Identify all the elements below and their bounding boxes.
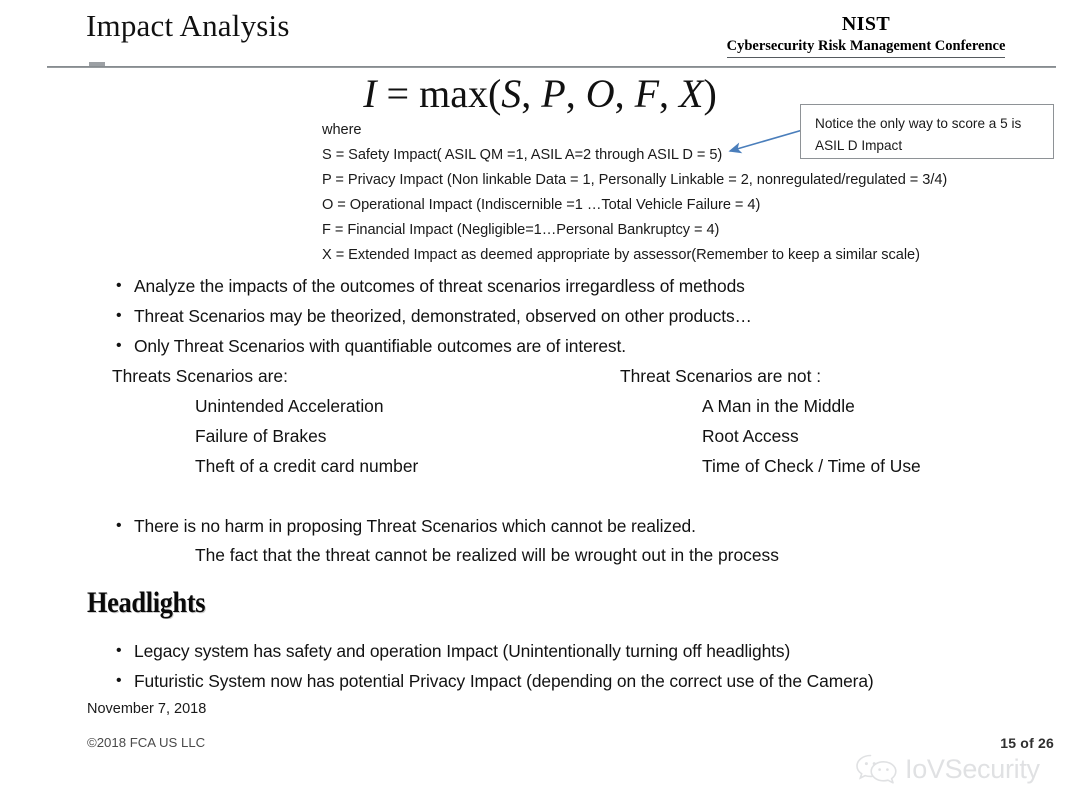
formula-arg-o: O — [585, 71, 615, 116]
section-heading-headlights: Headlights — [87, 586, 206, 619]
formula-arg-s: S — [501, 71, 522, 116]
formula-lhs: I — [363, 71, 377, 116]
bullet-item — [116, 641, 790, 662]
formula-sep-4: , — [659, 71, 670, 116]
bullet-text: Only Threat Scenarios with quantifiable outcomes are of interest. — [134, 336, 626, 356]
callout-note — [800, 104, 1054, 159]
threats-are-not-item: A Man in the Middle — [702, 396, 855, 416]
watermark-text: IoVSecurity — [905, 753, 1040, 784]
definition-safety: S = Safety Impact( ASIL QM =1, ASIL A=2 through ASIL D = 5) — [322, 147, 723, 163]
bullet-item — [116, 671, 874, 692]
threats-are-not-item: Root Access — [702, 426, 799, 446]
bullet-item — [116, 306, 752, 327]
sub-note-text: The fact that the threat cannot be realized will be wrought out in the process — [195, 545, 779, 565]
threats-are-item: Failure of Brakes — [195, 426, 327, 446]
bullet-marker: • — [116, 277, 122, 294]
bullet-text: Analyze the impacts of the outcomes of threat scenarios irregardless of methods — [134, 276, 745, 296]
bullet-text: Futuristic System now has potential Privacy Impact (depending on the correct use of the Camera) — [134, 671, 874, 691]
formula-arg-p: P — [541, 71, 566, 116]
page-number: 15 of 26 — [1000, 735, 1054, 751]
footer-copyright: ©2018 FCA US LLC — [87, 735, 206, 750]
bullet-marker: • — [116, 642, 122, 659]
formula-arg-f: F — [634, 71, 660, 116]
threats-are-item: Theft of a credit card number — [195, 456, 419, 476]
definition-privacy: P = Privacy Impact (Non linkable Data = 1, Personally Linkable = 2, nonregulated/regulated = 3/4) — [322, 172, 948, 188]
formula-open-paren: ( — [487, 71, 502, 116]
bullet-text: There is no harm in proposing Threat Scenarios which cannot be realized. — [134, 516, 696, 536]
formula-equals: = — [386, 71, 410, 116]
org-subtitle: Cybersecurity Risk Management Conference — [727, 38, 1006, 58]
header-divider — [47, 66, 1056, 68]
threats-are-not-heading: Threat Scenarios are not : — [620, 366, 822, 386]
callout-line-1: Notice the only way to score a 5 is — [815, 116, 1022, 131]
page-title: Impact Analysis — [86, 8, 290, 43]
conference-branding — [686, 14, 1046, 58]
bullet-marker: • — [116, 517, 122, 534]
bullet-text: Legacy system has safety and operation Impact (Unintentionally turning off headlights) — [134, 641, 791, 661]
bullet-marker: • — [116, 672, 122, 689]
bullet-marker: • — [116, 307, 122, 324]
org-name: NIST — [841, 13, 891, 35]
definition-financial: F = Financial Impact (Negligible=1…Personal Bankruptcy = 4) — [322, 222, 720, 238]
definition-where: where — [322, 122, 362, 138]
callout-line-2: ASIL D Impact — [815, 138, 903, 153]
watermark — [855, 752, 1040, 786]
bullet-item — [116, 276, 745, 297]
wechat-icon — [855, 752, 899, 786]
bullet-marker: • — [116, 337, 122, 354]
header-divider-mark — [89, 62, 105, 66]
threats-are-heading: Threats Scenarios are: — [112, 366, 288, 386]
formula-function: max — [419, 71, 488, 116]
bullet-item — [116, 336, 626, 357]
formula-sep-1: , — [521, 71, 532, 116]
threats-are-not-item: Time of Check / Time of Use — [702, 456, 921, 476]
formula-sep-3: , — [614, 71, 625, 116]
bullet-item — [116, 516, 696, 537]
formula-sep-2: , — [565, 71, 576, 116]
footer-date: November 7, 2018 — [87, 701, 207, 717]
formula-close-paren: ) — [703, 71, 717, 116]
callout-arrow-icon — [718, 118, 810, 162]
formula-arg-x: X — [679, 71, 704, 116]
definition-operational: O = Operational Impact (Indiscernible =1 …Total Vehicle Failure = 4) — [322, 197, 761, 213]
definition-extended: X = Extended Impact as deemed appropriate by assessor(Remember to keep a similar scale) — [322, 247, 920, 263]
threats-are-item: Unintended Acceleration — [195, 396, 384, 416]
bullet-text: Threat Scenarios may be theorized, demonstrated, observed on other products… — [134, 306, 752, 326]
